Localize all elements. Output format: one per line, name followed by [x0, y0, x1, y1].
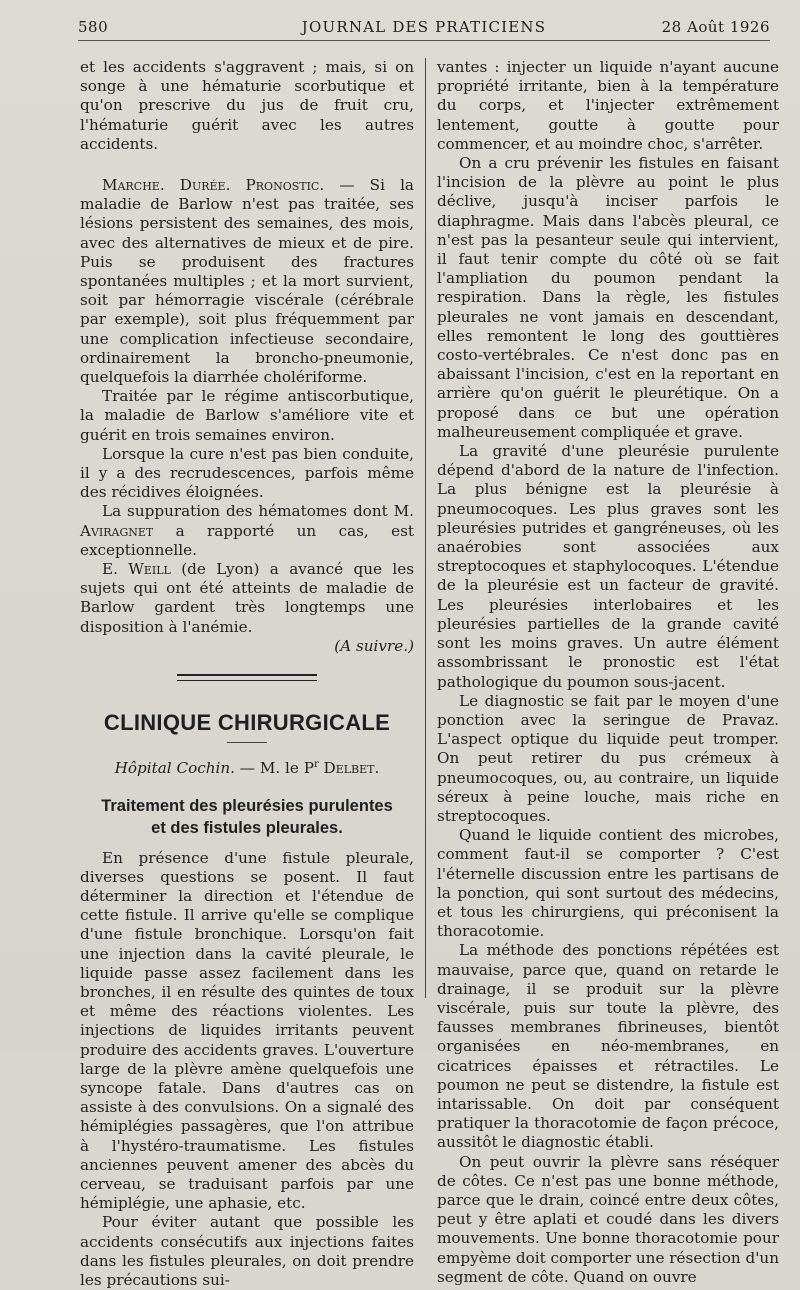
hospital-name: Hôpital Cochin. — [114, 759, 235, 778]
paragraph-text: E. — [102, 560, 129, 579]
paragraph-text: (de Lyon) a avancé que les sujets qui ont été atteints de maladie de Barlow gardent très longtemps une disposition à l'anémie. — [80, 560, 414, 636]
column-divider — [425, 58, 426, 998]
header-rule — [78, 40, 770, 41]
paragraph: On peut ouvrir la plèvre sans réséquer de côtes. Ce n'est pas une bonne méthode, parce que le drain, coincé entre deux côtes, peut y être aplati et coudé dans les divers mouvements. Une bonne thoracotomie pour empyème doit comporter une résection d'un segment de côte. Quand on ouvre — [437, 1152, 779, 1286]
paragraph: On a cru prévenir les fistules en faisant l'incision de la plèvre au point le plus déclive, jusqu'à inciser parfois le diaphragme. Mais dans l'abcès pleural, ce n'est pas la pesanteur seule qui intervient, il faut tenir compte du côté où se fait l'ampliation du poumon pendant la respiration. Dans la règle, les fistules pleurales ne vont jamais en descendant, elles remontent le long des gouttières costo-vertébrales. Ce n'est donc pas en abaissant l'incision, c'est en la reportant en arrière qu'on guérit le pleurétique. On a proposé dans ce but une opération malheureusement compliquée et grave. — [437, 154, 779, 441]
paragraph — [80, 560, 414, 637]
right-column — [437, 58, 779, 1287]
author-name: Delbet. — [318, 759, 380, 778]
paragraph: La gravité d'une pleurésie purulente dépend d'abord de la nature de l'infection. La plus bénigne est la pleurésie à pneumocoques. Les plus graves sont les pleurésies putrides et gangréneuses, où les anaérobies sont associées aux streptocoques et staphylocoques. L'étendue de la pleurésie est un facteur de gravité. Les pleurésies interlobaires et les pleurésies partielles de la grande cavité sont les moins graves. Un autre élément assombrissant le pronostic est l'état pathologique du poumon sous-jacent. — [437, 442, 779, 691]
paragraph: vantes : injecter un liquide n'ayant aucune propriété irritante, bien à la température du corps, et l'injecter extrêmement lentement, goutte à goutte pour commencer, et au moindre choc, s'arrêter. — [437, 58, 779, 153]
paragraph: Pour éviter autant que possible les accidents consécutifs aux injections faites dans les fistules pleurales, on doit prendre les précautions sui- — [80, 1213, 414, 1290]
paragraph — [80, 176, 414, 387]
running-header — [78, 18, 770, 40]
paragraph: Le diagnostic se fait par le moyen d'une ponction avec la seringue de Pravaz. L'aspect optique du liquide peut tromper. On peut retirer du pus crémeux à pneumocoques, ou, au contraire, un liquide séreux à peine louche, mais riche en streptocoques. — [437, 691, 779, 825]
byline-sup: r — [313, 759, 319, 771]
article-title-line: et des fistules pleurales. — [151, 818, 343, 837]
author-name: Weill — [128, 560, 171, 579]
paragraph: Traitée par le régime antiscorbutique, la maladie de Barlow s'améliore vite et guérit en trois semaines environ. — [80, 387, 414, 444]
section-heading: Marche. Durée. Pronostic. — [102, 176, 325, 195]
section-title: CLINIQUE CHIRURGICALE — [103, 710, 391, 736]
left-column — [80, 58, 414, 1290]
paragraph — [80, 502, 414, 560]
paragraph: En présence d'une fistule pleurale, diverses questions se posent. Il faut déterminer la direction et l'étendue de cette fistule. Il arrive qu'elle se complique d'une fistule bronchique. Lorsqu'on fait une injection dans la cavité pleurale, le liquide passe assez facilement dans les bronches, il en résulte des quintes de toux et même des réactions violentes. Les injections de liquides irritants peuvent produire des accidents graves. L'ouverture large de la plèvre amène quelquefois une syncope fatale. Dans d'autres cas on assiste à des convulsions. On a signalé des hémiplégies passagères, que l'on attribue à l'hystéro-traumatisme. Les fistules anciennes peuvent amener des abcès du cerveau, se traduisant parfois par une hémiplégie, une aphasie, etc. — [80, 848, 414, 1213]
paragraph: Lorsque la cure n'est pas bien conduite, il y a des recrudescences, parfois même des récidives éloignées. — [80, 444, 414, 502]
paragraph-text: La suppuration des hématomes dont M. — [102, 502, 414, 521]
paragraph-text: a rapporté un cas, est exceptionnelle. — [80, 521, 414, 559]
paragraph: La méthode des ponctions répétées est mauvaise, parce que, quand on retarde le drainage, il se produit sur la plèvre viscérale, puis sur toute la plèvre, des fausses membranes fibrineuses, bientôt organisées en néo-membranes, en cicatrices épaisses et rétractiles. Le poumon ne peut se distendre, la fistule est intarissable. On doit par conséquent pratiquer la thoracotomie de façon précoce, aussitôt le diagnostic établi. — [437, 941, 779, 1152]
to-be-continued: (A suivre.) — [334, 636, 414, 655]
journal-title: JOURNAL DES PRATICIENS — [301, 18, 547, 36]
author-name: Aviragnet — [80, 521, 154, 540]
byline-text: — M. le P — [234, 759, 314, 778]
article-title-line: Traitement des pleurésies purulentes — [101, 796, 393, 815]
section-separator — [177, 674, 317, 681]
title-rule — [227, 742, 267, 743]
page-number: 580 — [78, 18, 109, 36]
paragraph: Quand le liquide contient des microbes, comment faut-il se comporter ? C'est l'éternelle discussion entre les partisans de la ponction, qui sont surtout des médecins, et tous les chirurgiens, qui préconisent la thoracotomie. — [437, 826, 779, 941]
issue-date: 28 Août 1926 — [661, 18, 770, 36]
article-title — [80, 795, 414, 839]
paragraph: et les accidents s'aggravent ; mais, si on songe à une hématurie scorbutique et qu'on prescrive du jus de fruit cru, l'hématurie guérit avec les autres accidents. — [80, 58, 414, 153]
hospital-byline — [80, 755, 414, 778]
paragraph-text: — Si la maladie de Barlow n'est pas traitée, ses lésions persistent des semaines, des mois, avec des alternatives de mieux et de pire. Puis se produisent des fractures spontanées multiples ; et la mort survient, soit par hémorragie viscérale (cérébrale par exemple), soit plus fréquemment par une complication infectieuse secondaire, ordinairement la broncho-pneumonie, quelquefois la diarrhée cholériforme. — [80, 176, 414, 387]
